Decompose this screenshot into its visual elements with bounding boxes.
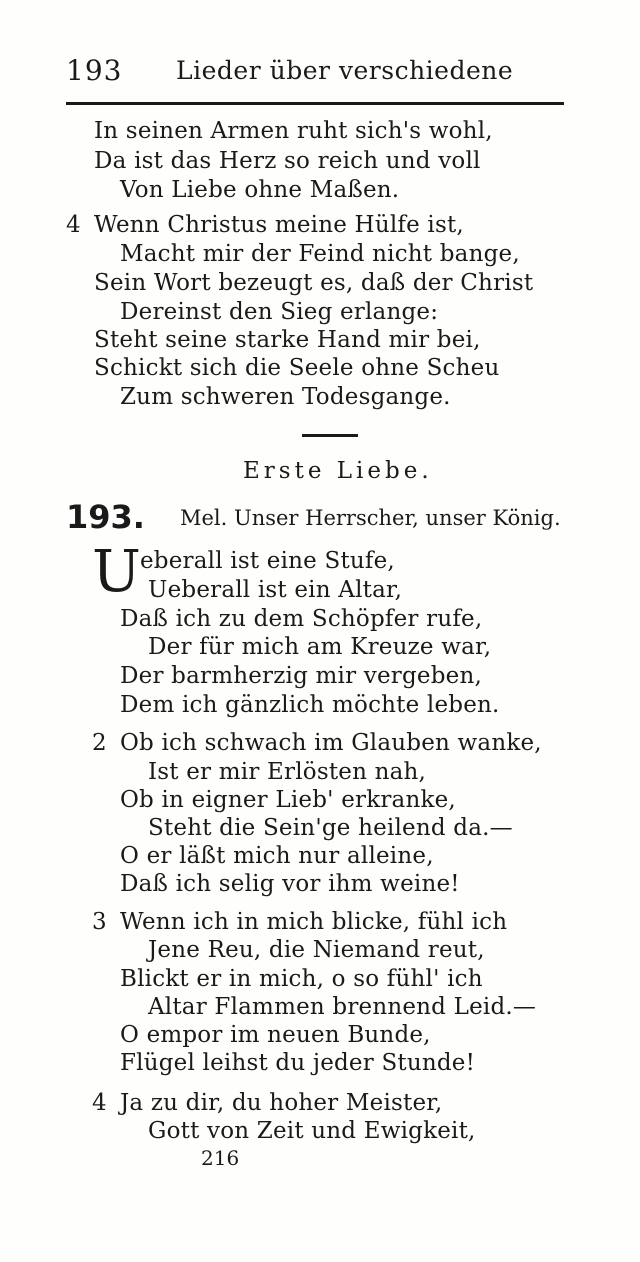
stanza-line: Wenn ich in mich blicke, fühl ich: [120, 909, 508, 935]
stanza-line: Ist er mir Erlösten nah,: [148, 759, 427, 785]
stanza-line: Daß ich selig vor ihm weine!: [120, 871, 460, 897]
stanza-line: Ja zu dir, du hoher Meister,: [120, 1090, 443, 1116]
stanza-line: Zum schweren Todesgange.: [120, 384, 451, 410]
section-rule: [302, 434, 358, 437]
section-title: Erste Liebe.: [243, 458, 433, 484]
stanza-line: O er läßt mich nur alleine,: [120, 843, 434, 869]
stanza-line: Dereinst den Sieg erlange:: [120, 299, 439, 325]
stanza-number: 4: [92, 1090, 107, 1116]
stanza-line: Der für mich am Kreuze war,: [148, 634, 492, 660]
hymn-number: 193.: [66, 498, 145, 536]
footer-page-number: 216: [201, 1146, 240, 1170]
continued-line: Da ist das Herz so reich und voll: [94, 148, 481, 174]
stanza-line: Jene Reu, die Niemand reut,: [148, 937, 485, 963]
stanza-number: 4: [66, 212, 81, 238]
continued-line: Von Liebe ohne Maßen.: [120, 177, 400, 203]
stanza-line: Ueberall ist ein Altar,: [148, 577, 403, 603]
page-number: 193: [66, 54, 123, 87]
stanza-line: Blickt er in mich, o so fühl' ich: [120, 966, 483, 992]
page-header: [66, 54, 566, 94]
drop-cap: U: [92, 537, 141, 605]
stanza-line: O empor im neuen Bunde,: [120, 1022, 431, 1048]
stanza-line: Sein Wort bezeugt es, daß der Christ: [94, 270, 534, 296]
header-rule: [66, 102, 564, 105]
stanza-line: Gott von Zeit und Ewigkeit,: [148, 1118, 476, 1144]
stanza-line: Altar Flammen brennend Leid.—: [148, 994, 537, 1020]
stanza-line: Flügel leihst du jeder Stunde!: [120, 1050, 476, 1076]
stanza-line: Ob in eigner Lieb' erkranke,: [120, 787, 456, 813]
stanza-line: Dem ich gänzlich möchte leben.: [120, 692, 500, 718]
stanza-line: Der barmherzig mir vergeben,: [120, 663, 482, 689]
stanza-line: Wenn Christus meine Hülfe ist,: [94, 212, 464, 238]
stanza-line: eberall ist eine Stufe,: [140, 548, 395, 574]
stanza-line: Steht seine starke Hand mir bei,: [94, 327, 481, 353]
stanza-number: 3: [92, 909, 107, 935]
stanza-line: Macht mir der Feind nicht bange,: [120, 241, 520, 267]
stanza-line: Daß ich zu dem Schöpfer rufe,: [120, 606, 483, 632]
running-title: Lieder über verschiedene: [176, 56, 514, 85]
stanza-line: Ob ich schwach im Glauben wanke,: [120, 730, 542, 756]
continued-line: In seinen Armen ruht sich's wohl,: [94, 118, 493, 144]
stanza-number: 2: [92, 730, 107, 756]
stanza-line: Schickt sich die Seele ohne Scheu: [94, 355, 500, 381]
stanza-line: Steht die Sein'ge heilend da.—: [148, 815, 513, 841]
melody-indication: Mel. Unser Herrscher, unser König.: [180, 506, 561, 530]
